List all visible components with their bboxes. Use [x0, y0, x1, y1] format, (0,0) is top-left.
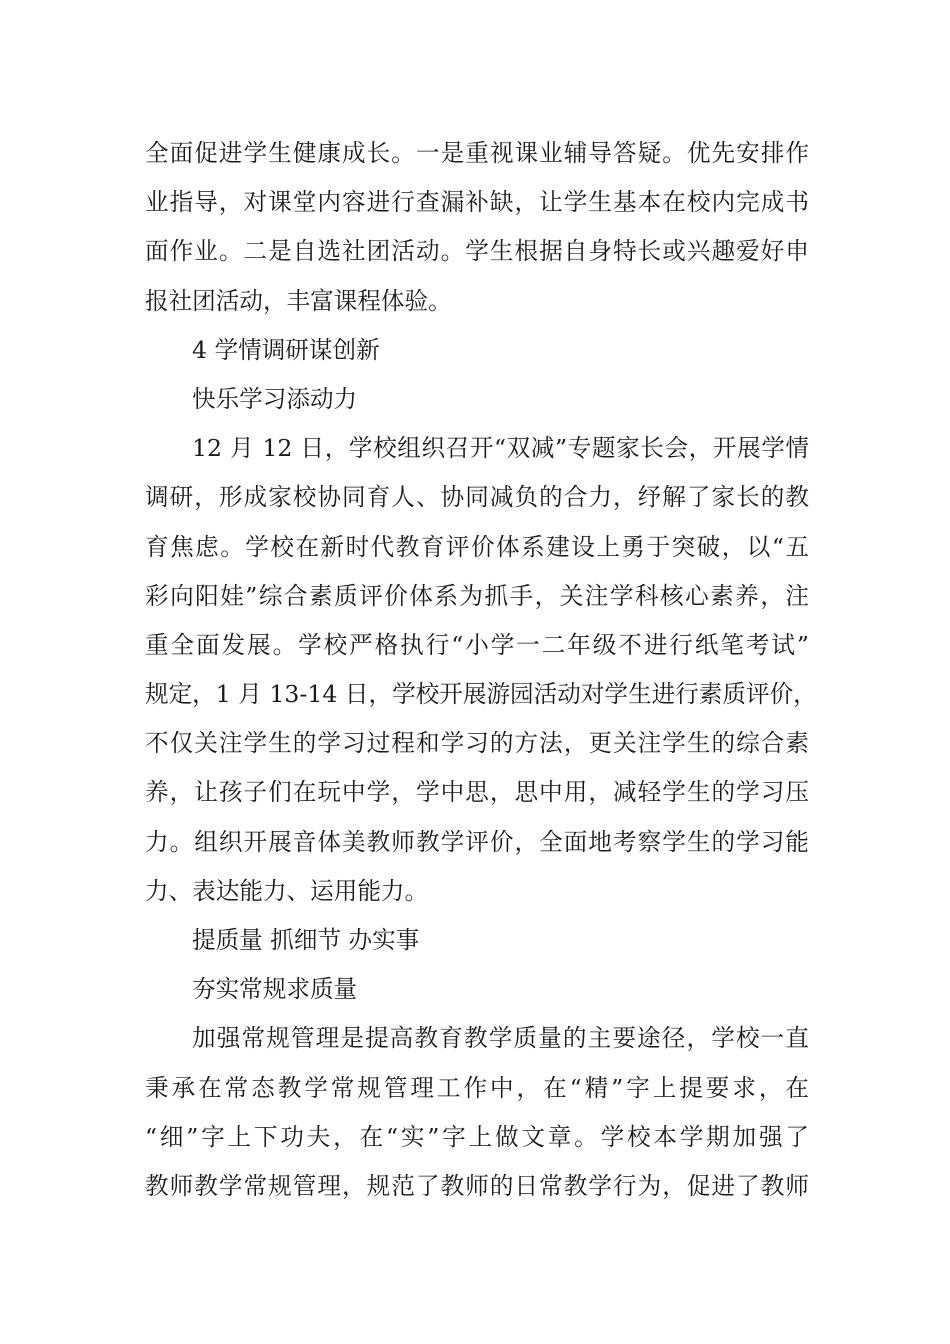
body-text-line: 业指导，对课堂内容进行查漏补缺，让学生基本在校内完成书 [145, 188, 809, 217]
body-text-line: 加强常规管理是提高教育教学质量的主要途径，学校一直 [192, 1024, 809, 1053]
body-text-line: 报社团活动，丰富课程体验。 [145, 286, 452, 315]
body-text-line: 全面促进学生健康成长。一是重视课业辅导答疑。优先安排作 [145, 139, 809, 167]
body-text-line: 重全面发展。学校严格执行“小学一二年级不进行纸笔考试” [145, 630, 809, 659]
body-text-line: 面作业。二是自选社团活动。学生根据自身特长或兴趣爱好申 [145, 237, 809, 266]
body-text-line: 秉承在常态教学常规管理工作中，在“精”字上提要求，在 [145, 1073, 809, 1102]
body-text-line: 规定，1 月 13-14 日，学校开展游园活动对学生进行素质评价， [145, 680, 817, 709]
body-text-line: 力、表达能力、运用能力。 [145, 876, 429, 905]
section-heading: 提质量 抓细节 办实事 [192, 926, 420, 954]
body-text-line: 教师教学常规管理，规范了教师的日常教学行为，促进了教师 [145, 1171, 809, 1200]
body-text-line: 彩向阳娃”综合素质评价体系为抓手，关注学科核心素养，注 [145, 581, 809, 610]
body-text-line: 12 月 12 日，学校组织召开“双减”专题家长会，开展学情 [192, 434, 809, 463]
section-subheading: 夯实常规求质量 [192, 975, 358, 1004]
body-text-line: 调研，形成家校协同育人、协同减负的合力，纾解了家长的教 [145, 483, 809, 512]
body-text-line: “细”字上下功夫，在“实”字上做文章。学校本学期加强了 [145, 1122, 809, 1151]
body-text-line: 力。组织开展音体美教师教学评价，全面地考察学生的学习能 [145, 827, 809, 856]
document-body [145, 129, 817, 1211]
section-subheading: 快乐学习添动力 [192, 384, 358, 413]
section-heading: 4 学情调研谋创新 [192, 335, 380, 364]
body-text-line: 不仅关注学生的学习过程和学习的方法，更关注学生的综合素 [145, 729, 809, 758]
body-text-line: 育焦虑。学校在新时代教育评价体系建设上勇于突破，以“五 [145, 532, 809, 561]
body-text-line: 养，让孩子们在玩中学，学中思，思中用，减轻学生的学习压 [145, 778, 809, 807]
